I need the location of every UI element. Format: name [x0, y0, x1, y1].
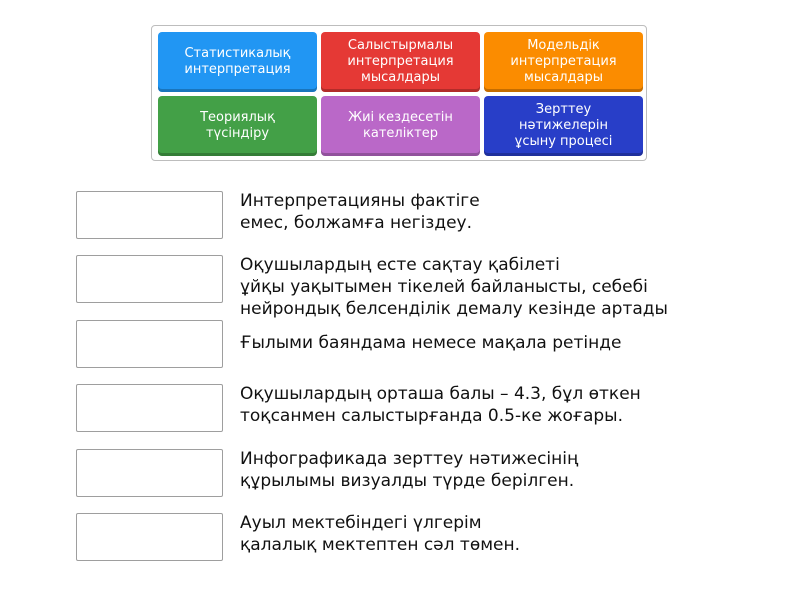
- answer-tile-label: Теориялық түсіндіру: [200, 110, 275, 141]
- answer-tile-model-interpretation[interactable]: [484, 32, 643, 92]
- match-row: [76, 191, 756, 241]
- drop-target[interactable]: [76, 255, 223, 303]
- answer-tile-theoretical-explanation[interactable]: [158, 96, 317, 156]
- answer-tile-common-mistakes[interactable]: [321, 96, 480, 156]
- match-row: [76, 320, 756, 370]
- drop-target[interactable]: [76, 449, 223, 497]
- match-row: [76, 449, 756, 499]
- answer-tile-label: Модельдік интерпретация мысалдары: [510, 38, 617, 85]
- clue-text: Оқушылардың есте сақтау қабілеті ұйқы уақытымен тікелей байланысты, себебі нейрондық белсенділік демалу кезінде артады: [240, 255, 668, 319]
- answer-tile-statistical-interpretation[interactable]: [158, 32, 317, 92]
- clue-text: Инфографикада зерттеу нәтижесінің құрылымы визуалды түрде берілген.: [240, 449, 579, 491]
- answer-tile-label: Жиі кездесетін кателіктер: [348, 110, 453, 141]
- clue-text: Интерпретацияны фактіге емес, болжамға негіздеу.: [240, 191, 480, 233]
- match-row: [76, 384, 756, 434]
- answer-tile-label: Зерттеу нәтижелерін ұсыну процесі: [514, 102, 613, 149]
- answer-bank: [151, 25, 647, 161]
- match-row: [76, 255, 756, 319]
- answer-tile-label: Статистикалық интерпретация: [184, 46, 291, 77]
- clue-text: Ауыл мектебіндегі үлгерім қалалық мектептен сәл төмен.: [240, 513, 521, 555]
- drop-target[interactable]: [76, 320, 223, 368]
- match-row: [76, 513, 756, 563]
- drop-target[interactable]: [76, 384, 223, 432]
- clue-text: Оқушылардың орташа балы – 4.3, бұл өткен тоқсанмен салыстырғанда 0.5-ке жоғары.: [240, 384, 641, 426]
- clue-text: Ғылыми баяндама немесе мақала ретінде: [240, 333, 622, 353]
- answer-tile-label: Салыстырмалы интерпретация мысалдары: [347, 38, 454, 85]
- answer-tile-comparative-interpretation[interactable]: [321, 32, 480, 92]
- drop-target[interactable]: [76, 513, 223, 561]
- answer-tile-presenting-results[interactable]: [484, 96, 643, 156]
- drop-target[interactable]: [76, 191, 223, 239]
